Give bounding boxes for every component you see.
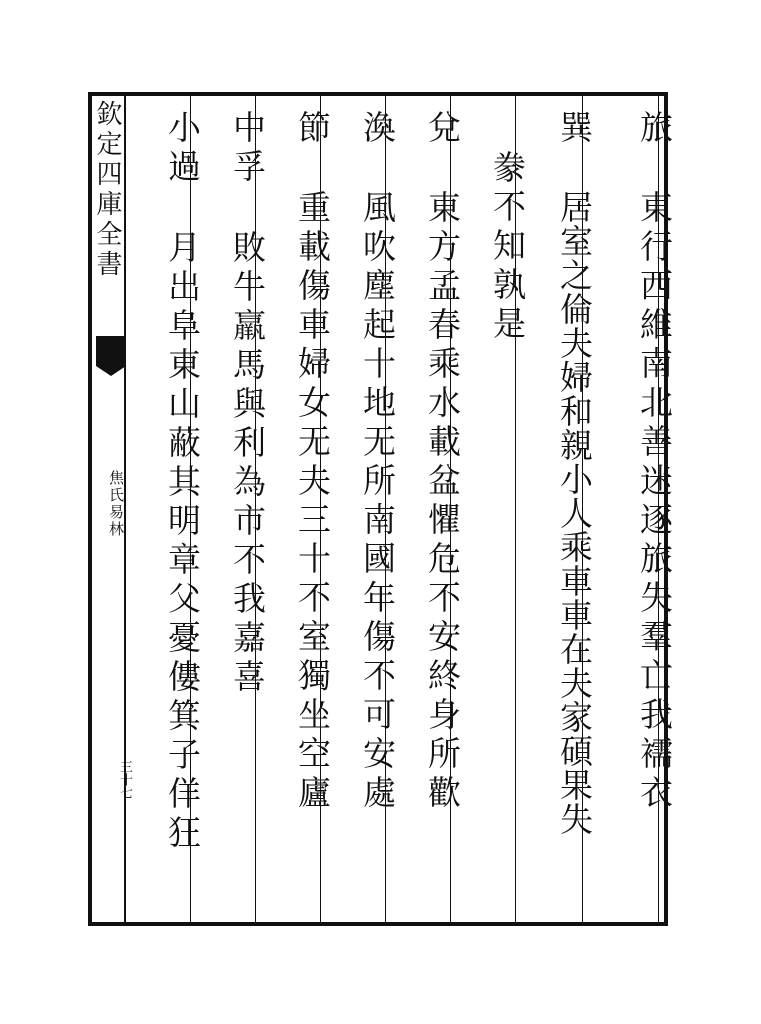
- hexagram-name: 節: [293, 110, 332, 149]
- hexagram-name: 中孚: [228, 110, 267, 188]
- text-column: [126, 0, 202, 1024]
- verse-text: 風吹塵起十地无所南國年傷不可安處: [358, 190, 397, 814]
- book-title: 焦氏易林: [107, 470, 125, 538]
- page-number: 三十七: [117, 760, 132, 799]
- verse-continuation: 豢不知孰是: [488, 150, 527, 345]
- collection-title: 欽定四庫全書: [92, 100, 122, 280]
- hexagram-name: 巽: [555, 110, 594, 149]
- hexagram-name: 兌: [423, 110, 462, 149]
- fish-tail-notch: [96, 366, 126, 376]
- verse-text: 居室之倫夫婦和親小人乘車車在夫家碩果失: [555, 190, 594, 836]
- margin-column: [92, 0, 132, 1024]
- verse-text: 重載傷車婦女无夫三十不室獨坐空廬: [293, 190, 332, 814]
- verse-text: 月出阜東山蔽其明章父憂僂箕子佯狂: [163, 230, 202, 854]
- hexagram-name: 旅: [635, 110, 674, 149]
- hexagram-name: 小過: [163, 110, 202, 188]
- verse-text: 敗牛羸馬與利為市不我嘉喜: [228, 230, 267, 698]
- hexagram-name: 渙: [358, 110, 397, 149]
- fish-tail-mark: [96, 336, 126, 366]
- verse-text: 東行西維南北善迷逐旅失羣亡我襦衣: [635, 190, 674, 814]
- verse-text: 東方孟春乘水載盆懼危不安終身所歡: [423, 190, 462, 814]
